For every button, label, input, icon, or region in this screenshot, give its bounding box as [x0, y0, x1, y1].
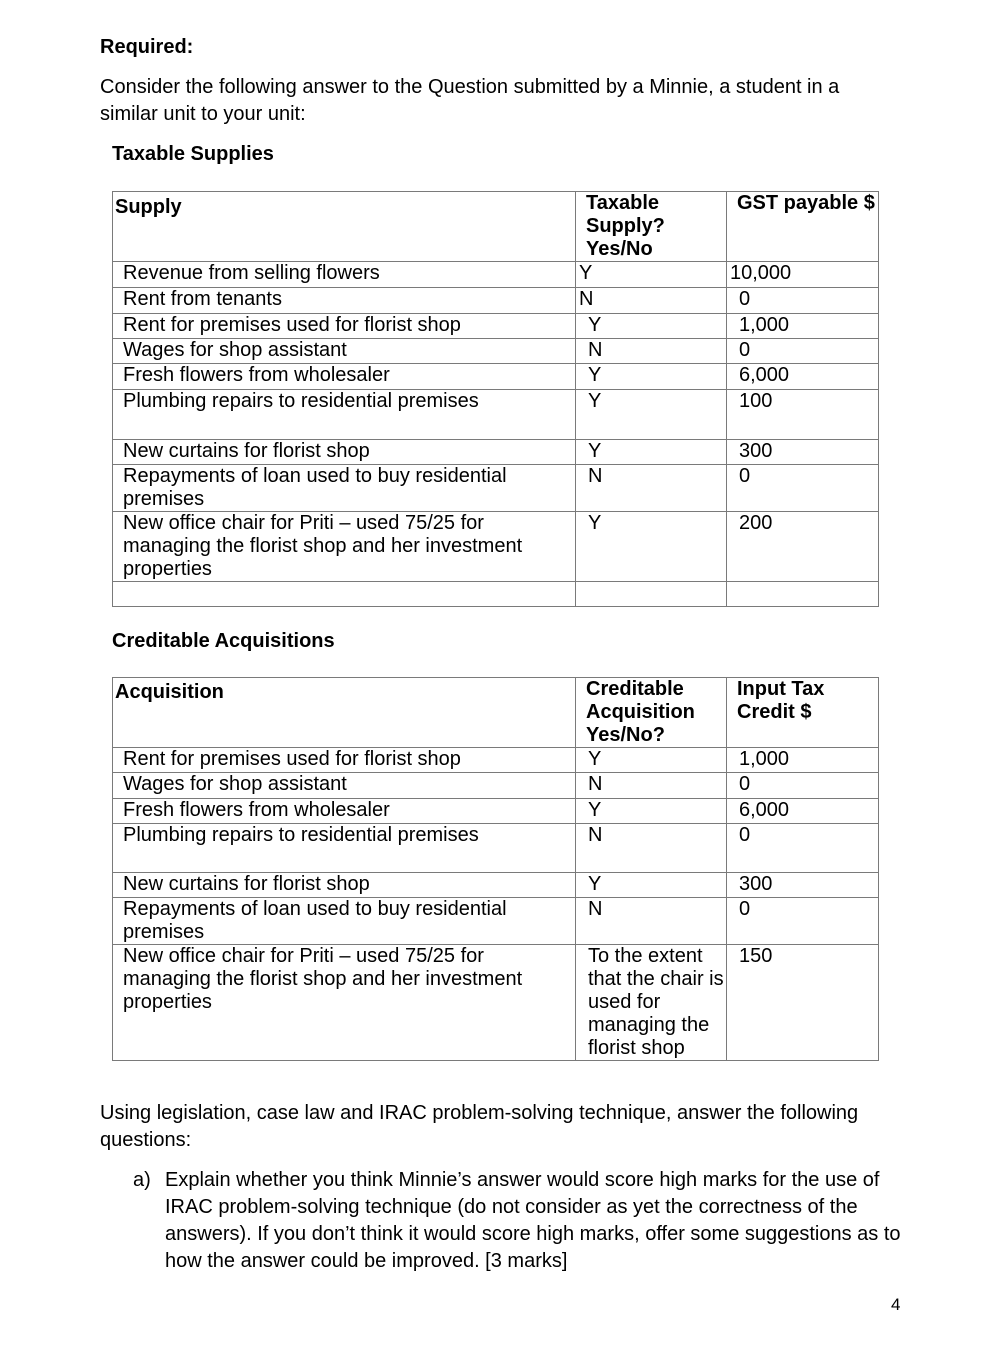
creditable-acquisitions-table: [112, 677, 879, 1061]
table-row: [113, 873, 879, 898]
table-row: [113, 748, 879, 773]
taxable-value: Y: [576, 314, 727, 339]
creditable-value: N: [576, 773, 727, 799]
table-row: [113, 314, 879, 339]
acquisition-name: Rent for premises used for florist shop: [113, 748, 576, 773]
acquisition-name: New office chair for Priti – used 75/25 for managing the florist shop and her investment properties: [113, 945, 576, 1061]
table-row: [113, 799, 879, 824]
supplies-title: Taxable Supplies: [112, 143, 274, 165]
gst-value: 300: [727, 440, 879, 465]
input-tax-credit-value: 150: [727, 945, 879, 1061]
question-marker: a): [133, 1169, 151, 1191]
taxable-supplies-table: [112, 191, 879, 607]
intro-paragraph: Consider the following answer to the Question submitted by a Minnie, a student in a similar unit to your unit:: [100, 76, 840, 125]
creditable-value: N: [576, 824, 727, 873]
input-tax-credit-value: 6,000: [727, 799, 879, 824]
table-row: [113, 339, 879, 364]
column-header-taxable: Taxable Supply? Yes/No: [576, 192, 727, 262]
column-header-acquisition: Acquisition: [113, 678, 576, 748]
table-row: [113, 390, 879, 440]
gst-value: 10,000: [727, 262, 879, 288]
taxable-value: N: [576, 465, 727, 512]
creditable-value: Y: [576, 799, 727, 824]
input-tax-credit-value: 1,000: [727, 748, 879, 773]
supply-name: Fresh flowers from wholesaler: [113, 364, 576, 390]
taxable-value: N: [576, 288, 727, 314]
gst-value: 6,000: [727, 364, 879, 390]
acquisitions-title: Creditable Acquisitions: [112, 630, 335, 652]
column-header-input-tax-credit: Input Tax Credit $: [727, 678, 879, 748]
input-tax-credit-value: 0: [727, 898, 879, 945]
table-row: [113, 824, 879, 873]
creditable-value: To the extent that the chair is used for managing the florist shop: [576, 945, 727, 1061]
table-row: [113, 512, 879, 582]
gst-value: 0: [727, 339, 879, 364]
table-row: [113, 262, 879, 288]
supply-name: Repayments of loan used to buy residential premises: [113, 465, 576, 512]
supply-name: New curtains for florist shop: [113, 440, 576, 465]
taxable-value: Y: [576, 262, 727, 288]
page-number: 4: [891, 1295, 901, 1314]
table-header-row: [113, 678, 879, 748]
creditable-value: N: [576, 898, 727, 945]
table-row: [113, 465, 879, 512]
supply-name: Rent for premises used for florist shop: [113, 314, 576, 339]
column-header-creditable: Creditable Acquisition Yes/No?: [576, 678, 727, 748]
creditable-value: Y: [576, 873, 727, 898]
gst-value: 100: [727, 390, 879, 440]
table-row: [113, 364, 879, 390]
input-tax-credit-value: 0: [727, 773, 879, 799]
input-tax-credit-value: 0: [727, 824, 879, 873]
input-tax-credit-value: 300: [727, 873, 879, 898]
taxable-value: [576, 582, 727, 607]
column-header-supply: Supply: [113, 192, 576, 262]
acquisition-name: New curtains for florist shop: [113, 873, 576, 898]
taxable-value: Y: [576, 390, 727, 440]
question-text: Explain whether you think Minnie’s answer would score high marks for the use of IRAC problem-solving technique (do not consider as yet the correctness of the answers). If you don’t think it would score high marks, offer some suggestions as to how the answer could be improved. [3 marks]: [165, 1169, 901, 1272]
supply-name: Wages for shop assistant: [113, 339, 576, 364]
gst-value: 200: [727, 512, 879, 582]
table-row: [113, 440, 879, 465]
acquisition-name: Repayments of loan used to buy residential premises: [113, 898, 576, 945]
gst-value: [727, 582, 879, 607]
acquisition-name: Fresh flowers from wholesaler: [113, 799, 576, 824]
table-row-empty: [113, 582, 879, 607]
table-row: [113, 288, 879, 314]
table-row: [113, 945, 879, 1061]
gst-value: 1,000: [727, 314, 879, 339]
question-item: [133, 1167, 910, 1275]
supply-name: New office chair for Priti – used 75/25 for managing the florist shop and her investment properties: [113, 512, 576, 582]
instructions-paragraph: Using legislation, case law and IRAC problem-solving technique, answer the following questions:: [100, 1102, 859, 1151]
acquisition-name: Plumbing repairs to residential premises: [113, 824, 576, 873]
gst-value: 0: [727, 465, 879, 512]
taxable-value: Y: [576, 512, 727, 582]
acquisition-name: Wages for shop assistant: [113, 773, 576, 799]
question-list: [133, 1167, 910, 1275]
table-row: [113, 773, 879, 799]
creditable-value: Y: [576, 748, 727, 773]
supply-name: Rent from tenants: [113, 288, 576, 314]
taxable-value: Y: [576, 364, 727, 390]
column-header-gst: GST payable $: [727, 192, 879, 262]
section-heading: Required:: [100, 36, 194, 58]
supply-name: [113, 582, 576, 607]
supply-name: Plumbing repairs to residential premises: [113, 390, 576, 440]
table-header-row: [113, 192, 879, 262]
taxable-value: Y: [576, 440, 727, 465]
gst-value: 0: [727, 288, 879, 314]
taxable-value: N: [576, 339, 727, 364]
supply-name: Revenue from selling flowers: [113, 262, 576, 288]
table-row: [113, 898, 879, 945]
